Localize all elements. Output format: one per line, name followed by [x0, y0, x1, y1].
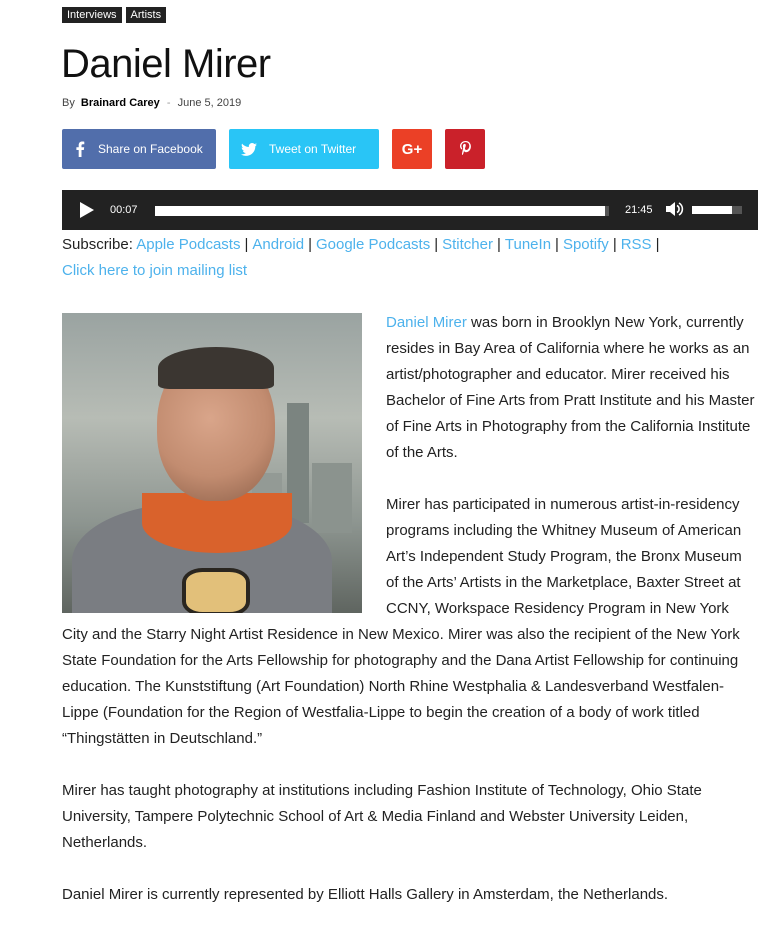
- share-twitter-label: Tweet on Twitter: [269, 142, 357, 156]
- twitter-icon: [229, 143, 269, 156]
- share-twitter-button[interactable]: [229, 129, 379, 169]
- current-time: 00:07: [110, 204, 138, 216]
- link-rss[interactable]: RSS: [620, 236, 652, 253]
- progress-fill: [155, 206, 605, 216]
- meta-separator: -: [166, 97, 171, 109]
- artist-name-link[interactable]: Daniel Mirer: [386, 314, 467, 331]
- volume-slider[interactable]: [692, 206, 742, 214]
- category-tags: [62, 7, 166, 23]
- audio-player: [62, 190, 758, 230]
- artist-photo: [62, 313, 362, 613]
- share-bar: [62, 129, 485, 169]
- page-title: Daniel Mirer: [61, 42, 271, 86]
- share-googleplus-button[interactable]: [392, 129, 432, 169]
- duration: 21:45: [625, 204, 653, 216]
- author-link[interactable]: Brainard Carey: [80, 97, 160, 109]
- volume-fill: [692, 206, 732, 214]
- tag-interviews[interactable]: Interviews: [62, 7, 122, 23]
- bio-paragraph-4: Daniel Mirer is currently represented by Elliott Halls Gallery in Amsterdam, the Netherlands.: [62, 886, 669, 903]
- bio-paragraph-2: Mirer has participated in numerous artist-in-residency programs including the Whitney Museum of American Art’s Independent Study Program, the Bronx Museum of the Arts’ Artists in the Marketplace, Baxter Street at CCNY, Workspace Residency Program in New York City and the Starry Night Artist Residence in New Mexico. Mirer was also the recipient of the New York State Foundation for the Arts Fellowship for photography and the Dana Artist Fellowship for continuing education. The Kunststiftung (Art Foundation) North Rhine Westphalia & Landesverband Westfalen-Lippe (Foundation for the Region of Westfalia-Lippe to begin the creation of a body of work titled “Thingstätten in Deutschland.”: [62, 496, 742, 747]
- play-icon[interactable]: [80, 202, 94, 218]
- progress-rail[interactable]: [155, 206, 609, 216]
- share-facebook-button[interactable]: [62, 129, 216, 169]
- link-android[interactable]: Android: [252, 236, 305, 253]
- subscribe-label: Subscribe:: [62, 236, 133, 253]
- post-meta: [62, 97, 241, 109]
- link-stitcher[interactable]: Stitcher: [442, 236, 493, 253]
- share-facebook-label: Share on Facebook: [98, 142, 203, 156]
- pinterest-icon: [460, 141, 471, 158]
- subscribe-bar: Subscribe: Apple Podcasts | Android | Google Podcasts | Stitcher | TuneIn | Spotify | RSS | Click here to join mailing list: [62, 236, 660, 279]
- link-apple-podcasts[interactable]: Apple Podcasts: [136, 236, 241, 253]
- share-pinterest-button[interactable]: [445, 129, 485, 169]
- link-tunein[interactable]: TuneIn: [504, 236, 552, 253]
- volume-icon[interactable]: [666, 201, 684, 220]
- bio-paragraph-1: Daniel Mirer was born in Brooklyn New York, currently resides in Bay Area of California where he works as an artist/photographer and educator. Mirer received his Bachelor of Fine Arts from Pratt Institute and his Master of Fine Arts in Photography from the California Institute of the Arts.: [386, 314, 755, 461]
- link-spotify[interactable]: Spotify: [562, 236, 609, 253]
- mailing-list-link[interactable]: Click here to join mailing list: [62, 262, 248, 279]
- googleplus-icon: G+: [401, 140, 423, 158]
- facebook-icon: [62, 141, 98, 157]
- bio-paragraph-3: Mirer has taught photography at institutions including Fashion Institute of Technology, Ohio State University, Tampere Polytechnic School of Art & Media Finland and Webster University Leiden, Netherlands.: [62, 782, 702, 851]
- article-body: [62, 310, 758, 934]
- tag-artists[interactable]: Artists: [126, 7, 167, 23]
- post-date: June 5, 2019: [177, 97, 242, 109]
- by-label: By: [62, 97, 75, 109]
- link-google-podcasts[interactable]: Google Podcasts: [315, 236, 431, 253]
